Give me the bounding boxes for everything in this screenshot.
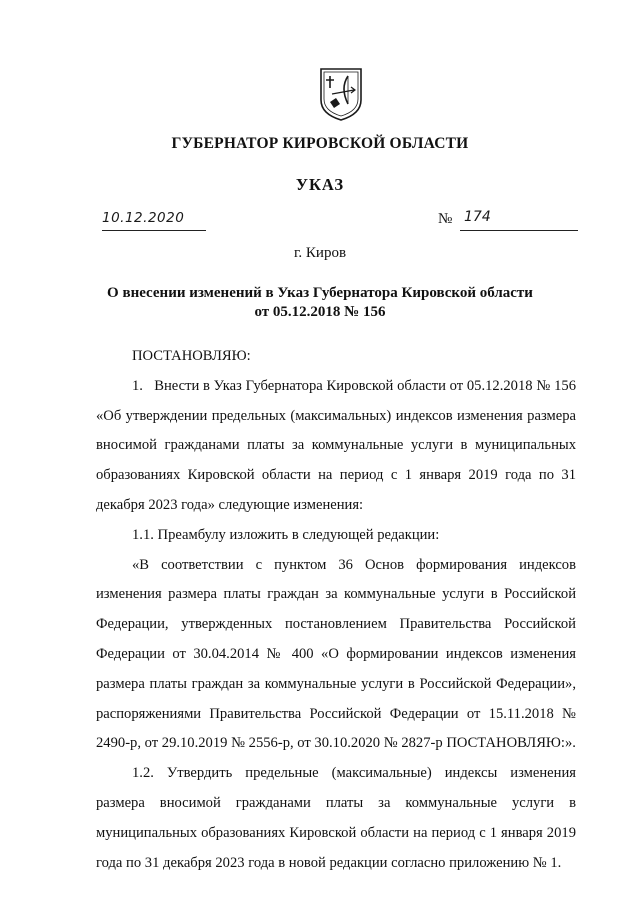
document-type: УКАЗ (295, 175, 345, 194)
authority-title: ГУБЕРНАТОР КИРОВСКОЙ ОБЛАСТИ (171, 135, 469, 152)
number-label: № (438, 211, 453, 227)
handwritten-number: 174 (464, 209, 491, 225)
paragraph-1: 1. Внести в Указ Губернатора Кировской области от 05.12.2018 № 156 «Об утверждении предельных (максимальных) индексов изменения размера вносимой гражданами платы за коммунальные услуги в муниципальных образованиях Кировской области на период с 1 января 2019 года по 31 декабря 2023 года» следующие изменения: (96, 377, 576, 513)
document-body (96, 342, 576, 878)
paragraph-quote: «В соответствии с пунктом 36 Основ формирования индексов изменения размера платы граждан за коммунальные услуги в Российской Федерации, утвержденных постановлением Правительства Российской Федерации от 30.04.2014 № 400 «О формировании индексов изменения размера платы граждан за коммунальные услуги в Российской Федерации», распоряжениями Правительства Российской Федерации от 15.11.2018 № 2490-р, от 29.10.2019 № 2556-р, от 30.10.2020 № 2827-р ПОСТАНОВЛЯЮ:». (96, 556, 576, 752)
handwritten-date: 10.12.2020 (102, 210, 185, 226)
paragraph-1-2: 1.2. Утвердить предельные (максимальные) индексы изменения размера вносимой гражданами платы за коммунальные услуги в муниципальных образованиях Кировской области на период с 1 января 2019 года по 31 декабря 2023 года в новой редакции согласно приложению № 1. (96, 765, 576, 871)
city-line: г. Киров (293, 245, 347, 261)
subject-line-2: от 05.12.2018 № 156 (254, 304, 386, 320)
document-subject (80, 284, 560, 322)
coat-of-arms-icon (318, 66, 364, 122)
subject-line-1: О внесении изменений в Указ Губернатора Кировской области (107, 285, 533, 301)
number-field (460, 209, 578, 231)
date-field (102, 212, 206, 231)
decree-word: ПОСТАНОВЛЯЮ: (132, 348, 251, 364)
paragraph-1-1: 1.1. Преамбулу изложить в следующей редакции: (132, 526, 440, 543)
